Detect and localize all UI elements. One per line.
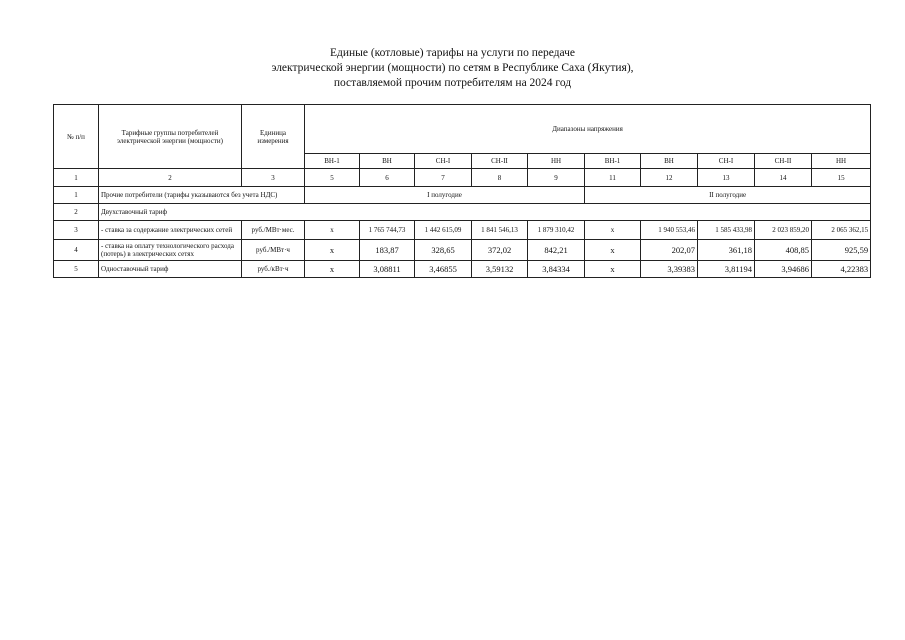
row-num: 3 <box>54 221 99 240</box>
voltage-level: НН <box>812 154 871 169</box>
voltage-level: НН <box>528 154 585 169</box>
half-year-2: II полугодие <box>585 187 871 204</box>
cell-value: 3,39383 <box>641 261 698 278</box>
cell-value: 3,94686 <box>755 261 812 278</box>
table-row <box>54 187 871 204</box>
table-row <box>54 261 871 278</box>
voltage-level: ВН-1 <box>305 154 360 169</box>
column-number: 13 <box>698 169 755 187</box>
document-title <box>0 46 905 91</box>
cell-value: 3,46855 <box>415 261 472 278</box>
cell-value: 372,02 <box>472 240 528 261</box>
row-label: Одноставочный тариф <box>99 261 242 278</box>
cell-value: 328,65 <box>415 240 472 261</box>
column-number: 14 <box>755 169 812 187</box>
cell-value: 4,22383 <box>812 261 871 278</box>
cell-value: 2 065 362,15 <box>812 221 871 240</box>
title-line-2: электрической энергии (мощности) по сетям в Республике Саха (Якутия), <box>271 62 634 74</box>
tariff-table <box>53 104 871 278</box>
table-row <box>54 240 871 261</box>
cell-value: х <box>305 221 360 240</box>
column-number: 12 <box>641 169 698 187</box>
column-number: 7 <box>415 169 472 187</box>
cell-value: 1 841 546,13 <box>472 221 528 240</box>
column-numbers-row <box>54 169 871 187</box>
header-num: № п/п <box>54 105 99 169</box>
row-label: Двухставочный тариф <box>99 204 871 221</box>
column-number: 6 <box>360 169 415 187</box>
column-number: 1 <box>54 169 99 187</box>
cell-value: 1 879 310,42 <box>528 221 585 240</box>
header-row <box>54 105 871 154</box>
voltage-level: СН-I <box>698 154 755 169</box>
cell-value: 1 585 433,98 <box>698 221 755 240</box>
cell-value: 361,18 <box>698 240 755 261</box>
cell-value: 3,84334 <box>528 261 585 278</box>
row-label: - ставка за содержание электрических сетей <box>99 221 242 240</box>
cell-value: 1 442 615,09 <box>415 221 472 240</box>
cell-value: х <box>585 261 641 278</box>
header-unit: Единица измерения <box>242 105 305 169</box>
voltage-level: СН-II <box>755 154 812 169</box>
header-voltage-ranges: Диапазоны напряжения <box>305 105 871 154</box>
row-num: 2 <box>54 204 99 221</box>
cell-value: 925,59 <box>812 240 871 261</box>
cell-value: 183,87 <box>360 240 415 261</box>
column-number: 11 <box>585 169 641 187</box>
row-num: 5 <box>54 261 99 278</box>
cell-value: 3,59132 <box>472 261 528 278</box>
row-label: Прочие потребители (тарифы указываются без учета НДС) <box>99 187 305 204</box>
cell-value: 3,08811 <box>360 261 415 278</box>
half-year-1: I полугодие <box>305 187 585 204</box>
row-num: 1 <box>54 187 99 204</box>
cell-value: х <box>585 221 641 240</box>
column-number: 8 <box>472 169 528 187</box>
column-number: 15 <box>812 169 871 187</box>
title-line-3: поставляемой прочим потребителям на 2024 год <box>333 77 572 89</box>
column-number: 5 <box>305 169 360 187</box>
cell-value: 202,07 <box>641 240 698 261</box>
voltage-level: СН-I <box>415 154 472 169</box>
row-unit: руб./кВт·ч <box>242 261 305 278</box>
cell-value: х <box>585 240 641 261</box>
cell-value: х <box>305 261 360 278</box>
voltage-level: ВН <box>360 154 415 169</box>
title-line-1: Единые (котловые) тарифы на услуги по передаче <box>329 47 576 59</box>
column-number: 2 <box>99 169 242 187</box>
cell-value: 408,85 <box>755 240 812 261</box>
column-number: 9 <box>528 169 585 187</box>
table-row <box>54 204 871 221</box>
cell-value: 3,81194 <box>698 261 755 278</box>
voltage-level: ВН <box>641 154 698 169</box>
voltage-level: СН-II <box>472 154 528 169</box>
column-number: 3 <box>242 169 305 187</box>
cell-value: 1 765 744,73 <box>360 221 415 240</box>
row-unit: руб./МВт·ч <box>242 240 305 261</box>
row-label: - ставка на оплату технологического расхода (потерь) в электрических сетях <box>99 240 242 261</box>
cell-value: 2 023 859,20 <box>755 221 812 240</box>
row-unit: руб./МВт·мес. <box>242 221 305 240</box>
cell-value: 842,21 <box>528 240 585 261</box>
header-group: Тарифные группы потребителей электрической энергии (мощности) <box>99 105 242 169</box>
cell-value: х <box>305 240 360 261</box>
row-num: 4 <box>54 240 99 261</box>
table-row <box>54 221 871 240</box>
cell-value: 1 940 553,46 <box>641 221 698 240</box>
voltage-level: ВН-1 <box>585 154 641 169</box>
